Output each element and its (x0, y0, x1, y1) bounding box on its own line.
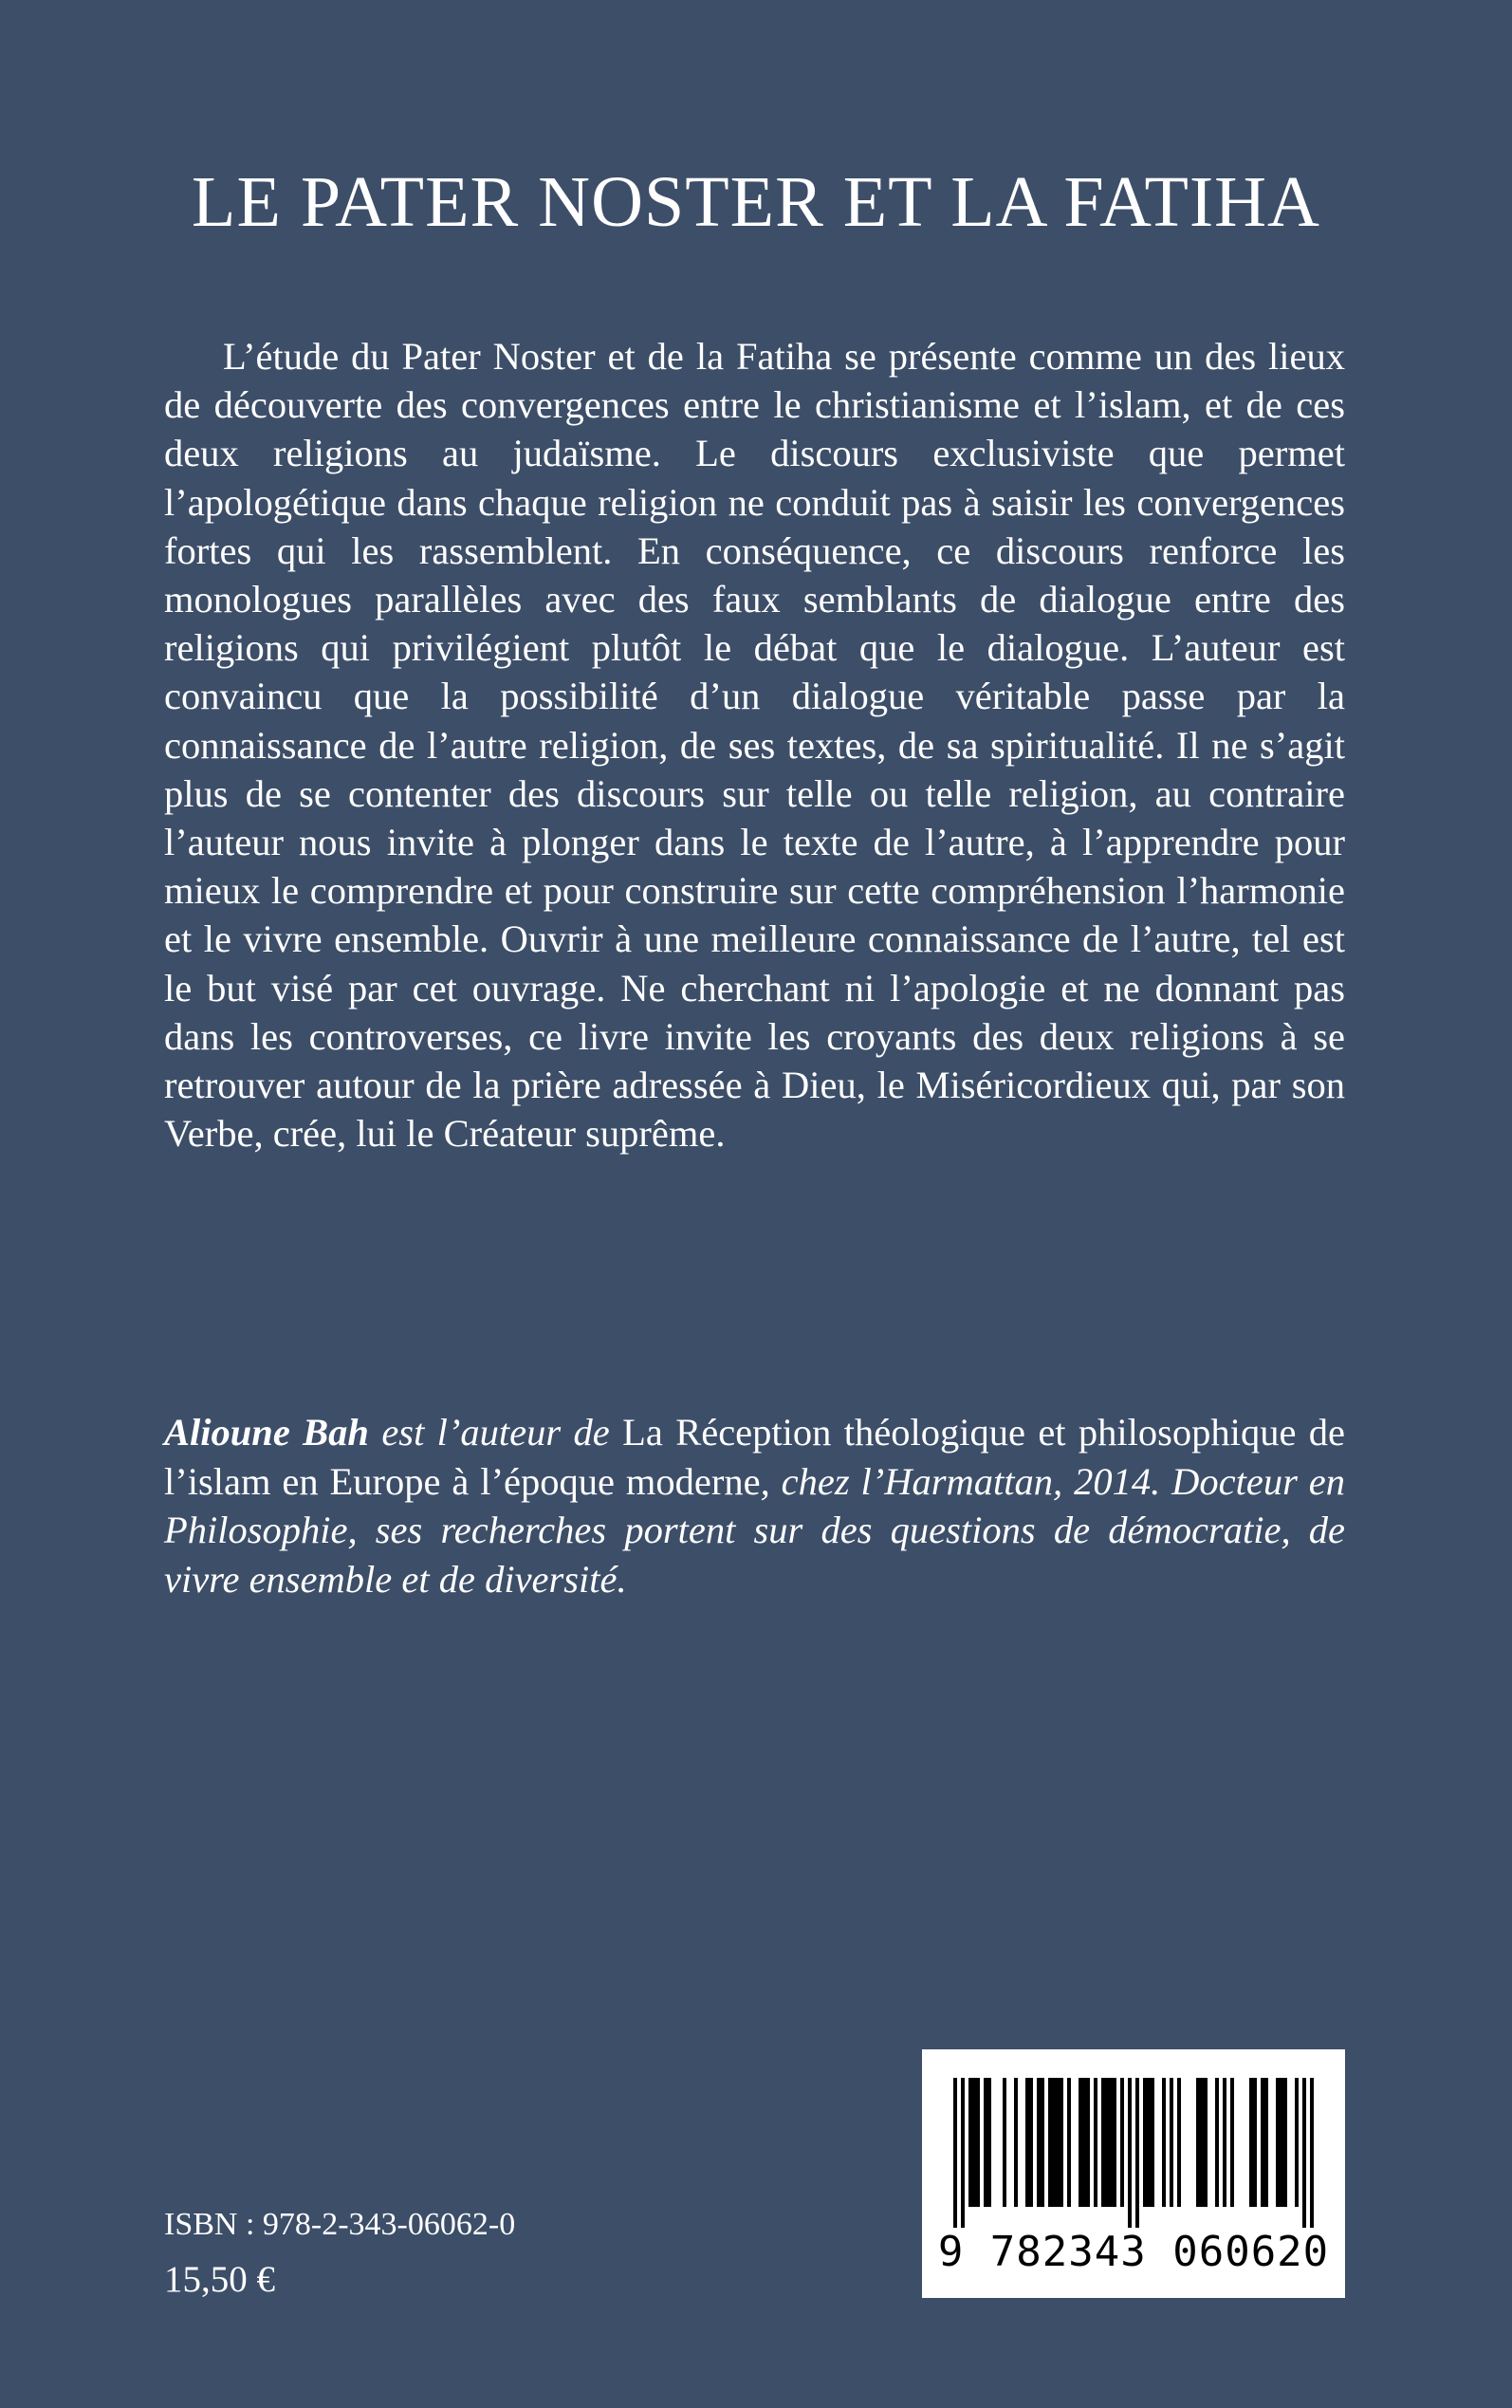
barcode-bar (1014, 2078, 1018, 2207)
barcode-bar (1105, 2078, 1109, 2207)
barcode-bars (947, 2078, 1320, 2228)
book-title: LE PATER NOSTER ET LA FATIHA (192, 162, 1320, 242)
barcode-bar (1048, 2078, 1052, 2207)
barcode-bar (1082, 2078, 1086, 2207)
barcode-bar (1230, 2078, 1234, 2207)
previous-book-title: La Réception théologique et philosophique de l’islam en Europe à l’époque moderne (164, 1411, 1346, 1503)
barcode-bar (1276, 2078, 1280, 2207)
barcode-digits: 9 782343 060620 (937, 2228, 1330, 2276)
barcode-bar (1310, 2078, 1314, 2228)
barcode-bar (1261, 2078, 1264, 2207)
barcode-bar (1079, 2078, 1082, 2207)
barcode-bar (1143, 2078, 1147, 2207)
barcode-bar (1113, 2078, 1116, 2207)
author-name: Alioune Bah (164, 1411, 369, 1454)
barcode-bar (1295, 2078, 1299, 2207)
barcode-bar (1253, 2078, 1257, 2207)
isbn: ISBN : 978-2-343-06062-0 (164, 2207, 516, 2242)
barcode-bar (1025, 2078, 1029, 2207)
barcode-bar (1135, 2078, 1139, 2228)
barcode-bar (1052, 2078, 1056, 2207)
barcode-bar (976, 2078, 980, 2207)
barcode-bar (1264, 2078, 1268, 2207)
barcode-bar (1067, 2078, 1071, 2207)
barcode-bar (1215, 2078, 1219, 2207)
author-note-details: , chez l’Harmattan, 2014. Docteur en Philosophie, ses recherches portent sur des questions de démocratie, de vivre ensemble et de diversité. (164, 1459, 1345, 1601)
barcode-bar (1204, 2078, 1208, 2207)
barcode-bar (987, 2078, 991, 2207)
barcode-bar (1109, 2078, 1113, 2207)
barcode-bar (1037, 2078, 1041, 2207)
barcode-bar (1056, 2078, 1060, 2207)
barcode-bar (961, 2078, 965, 2228)
barcode-bar (972, 2078, 976, 2207)
barcode-bar (968, 2078, 972, 2207)
barcode-bar (1003, 2078, 1006, 2207)
barcode-bar (1151, 2078, 1154, 2207)
barcode-bar (1147, 2078, 1151, 2207)
barcode-bar (1101, 2078, 1105, 2207)
barcode-bar (1283, 2078, 1287, 2207)
author-note-intro: est l’auteur de (381, 1411, 610, 1454)
barcode-bar (1029, 2078, 1033, 2207)
barcode (922, 2049, 1345, 2298)
barcode-bar (1177, 2078, 1181, 2207)
barcode-bar (1120, 2078, 1124, 2207)
price: 15,50 € (164, 2259, 275, 2300)
barcode-bar (1128, 2078, 1132, 2228)
barcode-bar (1060, 2078, 1063, 2207)
back-cover-description: L’étude du Pater Noster et de la Fatiha se présente comme un des lieux de découverte des convergences entre le christianisme et l’islam, et de ces deux religions au judaïsme. Le discours exclusiviste que permet l’apologétique dans chaque religion ne conduit pas à saisir les convergences fortes qui les rassemblent. En conséquence, ce discours renforce les monologues parallèles avec des faux semblants de dialogue entre des religions qui privilégient plutôt le débat que le dialogue. L’auteur est convaincu que la possibilité d’un dialogue véritable passe par la connaissance de l’autre religion, de ses textes, de sa spiritualité. Il ne s’agit plus de se contenter des discours sur telle ou telle religion, au contraire l’auteur nous invite à plonger dans le texte de l’autre, à l’apprendre pour mieux le comprendre et pour construire sur cette compréhension l’harmonie et le vivre ensemble. Ouvrir à une meilleure connaissance de l’autre, tel est le but visé par cet ouvrage. Ne cherchant ni l’apologie et ne donnant pas dans les controverses, ce livre invite les croyants des deux religions à se retrouver autour de la prière adressée à Dieu, le Miséricordieux qui, par son Verbe, crée, lui le Créateur suprême. (164, 335, 1345, 1156)
barcode-bar (1249, 2078, 1253, 2207)
barcode-bar (1280, 2078, 1283, 2207)
barcode-bar (953, 2078, 957, 2228)
barcode-bar (1200, 2078, 1204, 2207)
barcode-bar (1170, 2078, 1173, 2207)
author-note (164, 1408, 1345, 1603)
barcode-bar (1086, 2078, 1090, 2207)
barcode-bar (1223, 2078, 1226, 2207)
barcode-bar (1162, 2078, 1166, 2207)
barcode-bar (1041, 2078, 1044, 2207)
barcode-bar (1302, 2078, 1306, 2228)
barcode-bar (984, 2078, 987, 2207)
barcode-bar (1094, 2078, 1097, 2207)
barcode-bar (1196, 2078, 1200, 2207)
